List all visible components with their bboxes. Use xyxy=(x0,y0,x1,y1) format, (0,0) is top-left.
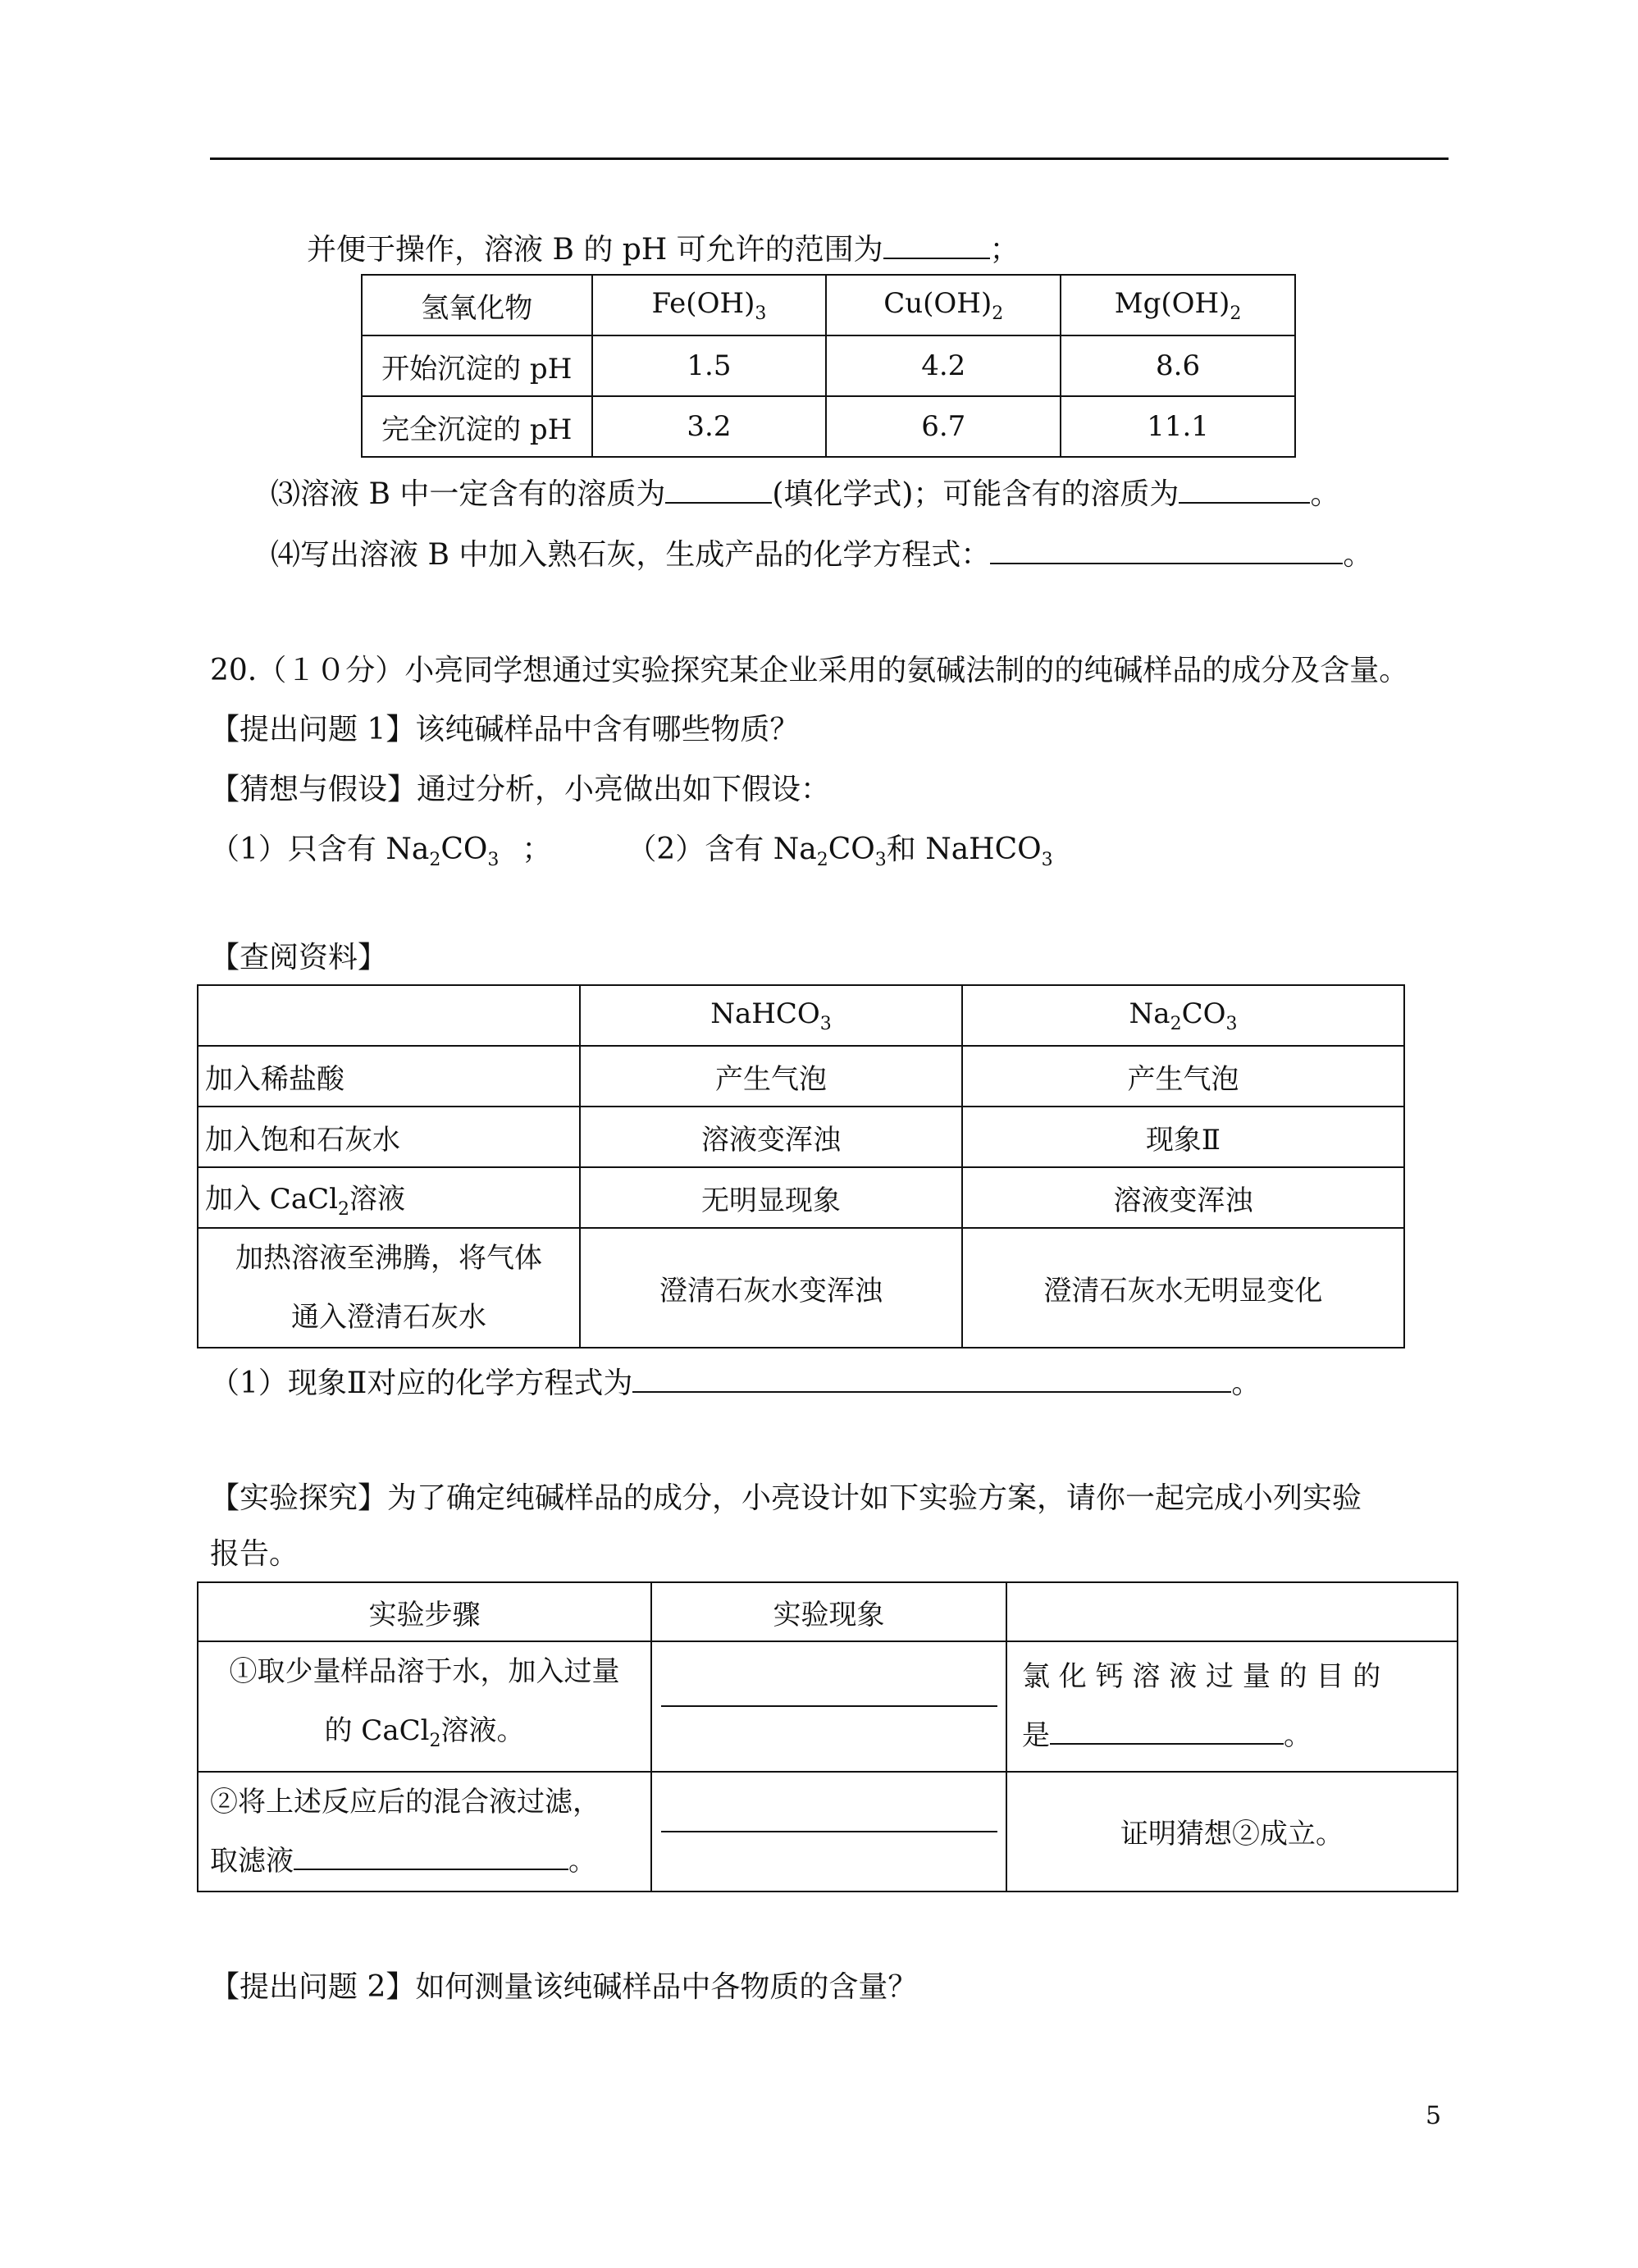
col-nahco3: NaHCO$_3$ xyxy=(580,985,962,1046)
equation-blank[interactable] xyxy=(990,535,1343,564)
q19-part4: ⑷写出溶液 B 中加入熟石灰，生成产品的化学方程式： 。 xyxy=(271,535,1372,574)
q19-line1: 并便于操作，溶液 B 的 pH 可允许的范围为 ； xyxy=(307,230,1020,269)
table-cell: 8.6 xyxy=(1061,335,1295,396)
table-cell: 澄清石灰水无明显变化 xyxy=(962,1228,1404,1348)
conclusion-2: 证明猜想②成立。 xyxy=(1006,1772,1458,1892)
table-cell: 溶液变浑浊 xyxy=(580,1107,962,1167)
problem1: 【提出问题 1】该纯碱样品中含有哪些物质？ xyxy=(210,713,800,746)
header-cell: 实验现象 xyxy=(651,1582,1006,1641)
hypothesis: 【猜想与假设】通过分析，小亮做出如下假设： xyxy=(210,773,831,806)
header-cell: $Mg(OH)_2$ xyxy=(1061,275,1295,335)
step-2: ②将上述反应后的混合液过滤， 取滤液 。 xyxy=(198,1772,651,1892)
experiment-table xyxy=(197,1581,1458,1892)
table-cell: 现象Ⅱ xyxy=(962,1107,1404,1167)
row-label: 完全沉淀的 pH xyxy=(362,396,592,457)
table-cell: 产生气泡 xyxy=(580,1046,962,1107)
reference-table xyxy=(197,984,1405,1348)
table-cell: 产生气泡 xyxy=(962,1046,1404,1107)
hydroxide-table xyxy=(361,274,1296,458)
ref-title: 【查阅资料】 xyxy=(210,941,388,974)
q19-part3: ⑶溶液 B 中一定含有的溶质为 (填化学式)；可能含有的溶质为 。 xyxy=(271,474,1339,513)
row-label: 加入 CaCl$_2$溶液 xyxy=(198,1167,580,1228)
purpose-blank[interactable] xyxy=(1050,1715,1284,1745)
table-cell: 无明显现象 xyxy=(580,1167,962,1228)
header-rule xyxy=(210,157,1449,160)
table-cell: 4.2 xyxy=(826,335,1061,396)
explore-line1: 【实验探究】为了确定纯碱样品的成分，小亮设计如下实验方案，请你一起完成小列实验 xyxy=(210,1481,1362,1515)
solute-blank[interactable] xyxy=(665,474,772,504)
row-label: 加入稀盐酸 xyxy=(198,1046,580,1107)
q19-line1-text: 并便于操作，溶液 B 的 pH 可允许的范围为 xyxy=(307,233,883,267)
table-cell: 6.7 xyxy=(826,396,1061,457)
phenomenon-2[interactable] xyxy=(651,1772,1006,1892)
phenomenon2-blank[interactable] xyxy=(632,1363,1231,1393)
table-cell: 3.2 xyxy=(592,396,827,457)
table-cell: 11.1 xyxy=(1061,396,1295,457)
col-na2co3: $Na_2CO_3$ xyxy=(962,985,1404,1046)
header-cell: 氢氧化物 xyxy=(362,275,592,335)
possible-solute-blank[interactable] xyxy=(1179,474,1310,504)
q20-title: 20.（１０分）小亮同学想通过实验探究某企业采用的氨碱法制的的纯碱样品的成分及含量。 xyxy=(210,654,1409,687)
row-label: 加入饱和石灰水 xyxy=(198,1107,580,1167)
phenomenon2-question: （1）现象Ⅱ对应的化学方程式为 。 xyxy=(210,1363,1261,1403)
row-label: 开始沉淀的 pH xyxy=(362,335,592,396)
step-1: ①取少量样品溶于水，加入过量 的 CaCl$_2$溶液。 xyxy=(198,1641,651,1772)
row-label: 加热溶液至沸腾，将气体 通入澄清石灰水 xyxy=(198,1228,580,1348)
problem2: 【提出问题 2】如何测量该纯碱样品中各物质的含量？ xyxy=(210,1970,918,2004)
ph-range-blank[interactable] xyxy=(883,230,990,259)
filtrate-blank[interactable] xyxy=(294,1841,568,1870)
phenomenon-1[interactable] xyxy=(651,1641,1006,1772)
table-cell: 澄清石灰水变浑浊 xyxy=(580,1228,962,1348)
hypothesis-options: （1）只含有 $Na_2CO_3$ ； （2）含有 $Na_2CO_3$和 NaHCO$_3$ xyxy=(210,833,1053,871)
header-cell: $Fe(OH)_3$ xyxy=(592,275,827,335)
conclusion-1: 氯 化 钙 溶 液 过 量 的 目 的 是 。 xyxy=(1006,1641,1458,1772)
explore-line2: 报告。 xyxy=(210,1537,299,1571)
table-cell: 溶液变浑浊 xyxy=(962,1167,1404,1228)
header-cell: $Cu(OH)_2$ xyxy=(826,275,1061,335)
table-cell: 1.5 xyxy=(592,335,827,396)
header-cell: 实验步骤 xyxy=(198,1582,651,1641)
page-number: 5 xyxy=(1426,2101,1442,2130)
